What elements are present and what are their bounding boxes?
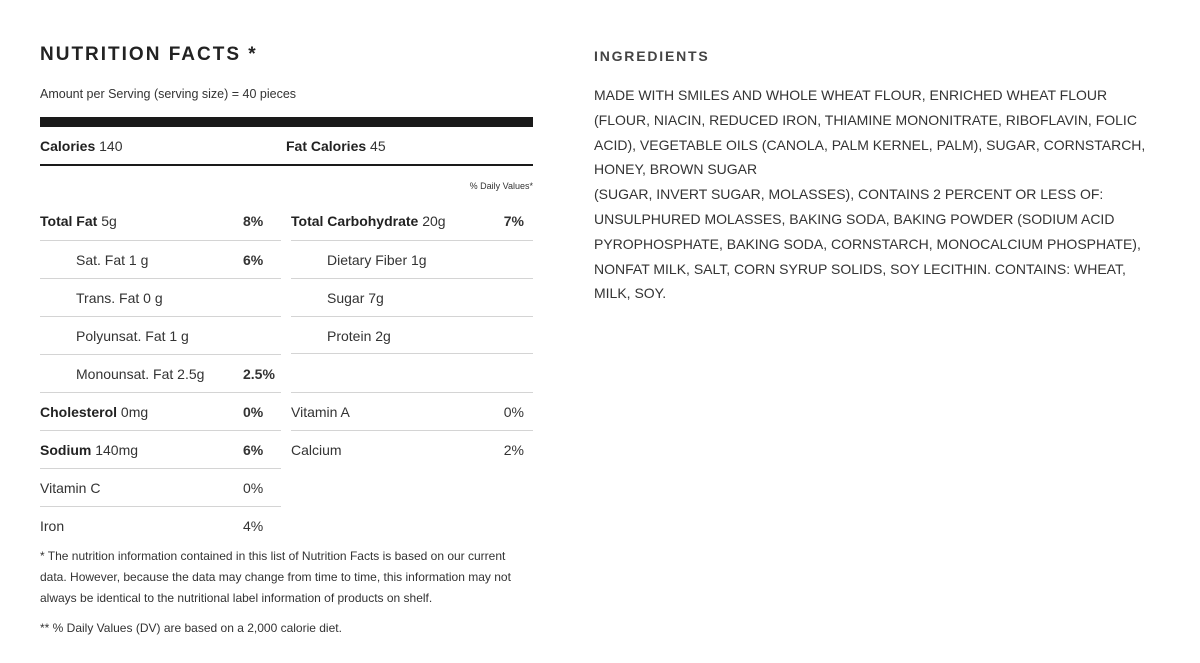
fat-calories-value: 45 bbox=[370, 138, 386, 154]
daily-values-header: % Daily Values* bbox=[469, 181, 533, 191]
nutrient-name: Total Fat bbox=[40, 213, 98, 229]
nutrient-amount: 20g bbox=[422, 213, 446, 229]
ingredients-line: UNSULPHURED MOLASSES, BAKING SODA, BAKING POWDER (SODIUM ACID bbox=[594, 210, 1115, 227]
nutrient-row-calcium bbox=[291, 430, 533, 468]
nutrient-row-total-carbohydrate bbox=[291, 202, 533, 240]
nutrient-row-sat-fat bbox=[40, 240, 281, 278]
nutrient-name: Monounsat. Fat 2.5g bbox=[76, 366, 205, 382]
nutrient-amount: 140mg bbox=[95, 442, 139, 458]
nutrient-pct: 7% bbox=[503, 213, 524, 229]
nutrient-name: Calcium bbox=[291, 442, 342, 458]
nutrition-footnote: * The nutrition information contained in this list of Nutrition Facts is based on our current data. However, because the data may change from time to time, this information may not always be identical to the nutritional label information of products on shelf. bbox=[40, 549, 511, 605]
calories-label: Calories bbox=[40, 138, 96, 154]
medium-divider bbox=[40, 164, 533, 166]
nutrient-row-sodium bbox=[40, 430, 281, 468]
nutrient-name: Trans. Fat 0 g bbox=[76, 290, 163, 306]
nutrient-name: Vitamin A bbox=[291, 404, 350, 420]
nutrient-row-vitamin-c bbox=[40, 468, 281, 506]
nutrient-name: Vitamin C bbox=[40, 480, 101, 496]
nutrient-row-cholesterol bbox=[40, 392, 281, 430]
ingredients-line: NONFAT MILK, SALT, CORN SYRUP SOLIDS, SOY LECITHIN. CONTAINS: WHEAT, bbox=[594, 260, 1126, 277]
nutrient-pct: 8% bbox=[243, 213, 264, 229]
nutrient-pct: 2% bbox=[503, 442, 524, 458]
thick-divider bbox=[40, 117, 533, 127]
nutrient-row-dietary-fiber bbox=[291, 240, 533, 278]
nutrient-name: Protein 2g bbox=[327, 328, 391, 344]
calories-cell bbox=[40, 138, 123, 154]
nutrition-title: NUTRITION FACTS * bbox=[40, 44, 258, 65]
nutrient-name: Sugar 7g bbox=[327, 290, 384, 306]
nutrient-row-polyunsat-fat bbox=[40, 316, 281, 354]
nutrient-amount: 5g bbox=[101, 213, 117, 229]
nutrient-pct: 4% bbox=[243, 518, 264, 534]
nutrient-pct: 6% bbox=[243, 252, 264, 268]
fat-calories-cell bbox=[286, 138, 386, 154]
serving-size: Amount per Serving (serving size) = 40 pieces bbox=[40, 87, 297, 101]
nutrient-name: Iron bbox=[40, 518, 65, 534]
nutrient-name: Cholesterol bbox=[40, 404, 118, 420]
ingredients-line: (FLOUR, NIACIN, REDUCED IRON, THIAMINE MONONITRATE, RIBOFLAVIN, FOLIC bbox=[594, 111, 1137, 128]
nutrient-row-trans-fat bbox=[40, 278, 281, 316]
ingredients-text bbox=[594, 83, 1174, 306]
nutrient-name: Polyunsat. Fat 1 g bbox=[76, 328, 189, 344]
ingredients-line: MILK, SOY. bbox=[594, 285, 667, 302]
nutrient-name: Sodium bbox=[40, 442, 92, 458]
nutrient-pct: 6% bbox=[243, 442, 264, 458]
nutrient-row-monounsat-fat bbox=[40, 354, 281, 392]
ingredients-line: ACID), VEGETABLE OILS (CANOLA, PALM KERNEL, PALM), SUGAR, CORNSTARCH, bbox=[594, 136, 1146, 153]
nutrient-row-iron bbox=[40, 506, 281, 544]
daily-values-footnote: ** % Daily Values (DV) are based on a 2,000 calorie diet. bbox=[40, 621, 342, 635]
nutrient-pct: 0% bbox=[503, 404, 524, 420]
ingredients-line: PYROPHOSPHATE, BAKING SODA, CORNSTARCH, MONOCALCIUM PHOSPHATE), bbox=[594, 235, 1141, 252]
nutrient-row-total-fat bbox=[40, 202, 281, 240]
nutrient-row-sugar bbox=[291, 278, 533, 316]
calories-value: 140 bbox=[99, 138, 123, 154]
ingredients-line: HONEY, BROWN SUGAR bbox=[594, 161, 758, 178]
ingredients-line: (SUGAR, INVERT SUGAR, MOLASSES), CONTAINS 2 PERCENT OR LESS OF: bbox=[594, 186, 1104, 203]
nutrient-pct: 2.5% bbox=[243, 366, 275, 382]
nutrient-amount: 0mg bbox=[120, 404, 149, 420]
fat-calories-label: Fat Calories bbox=[286, 138, 367, 154]
ingredients-title: INGREDIENTS bbox=[594, 48, 710, 64]
nutrient-name: Total Carbohydrate bbox=[291, 213, 419, 229]
nutrient-pct: 0% bbox=[243, 404, 264, 420]
nutrient-pct: 0% bbox=[243, 480, 264, 496]
nutrient-row-vitamin-a bbox=[291, 392, 533, 430]
ingredients-line: MADE WITH SMILES AND WHOLE WHEAT FLOUR, ENRICHED WHEAT FLOUR bbox=[594, 87, 1108, 103]
nutrient-row-protein bbox=[291, 316, 533, 354]
nutrient-name: Dietary Fiber 1g bbox=[327, 252, 427, 268]
nutrient-name: Sat. Fat 1 g bbox=[76, 252, 149, 268]
